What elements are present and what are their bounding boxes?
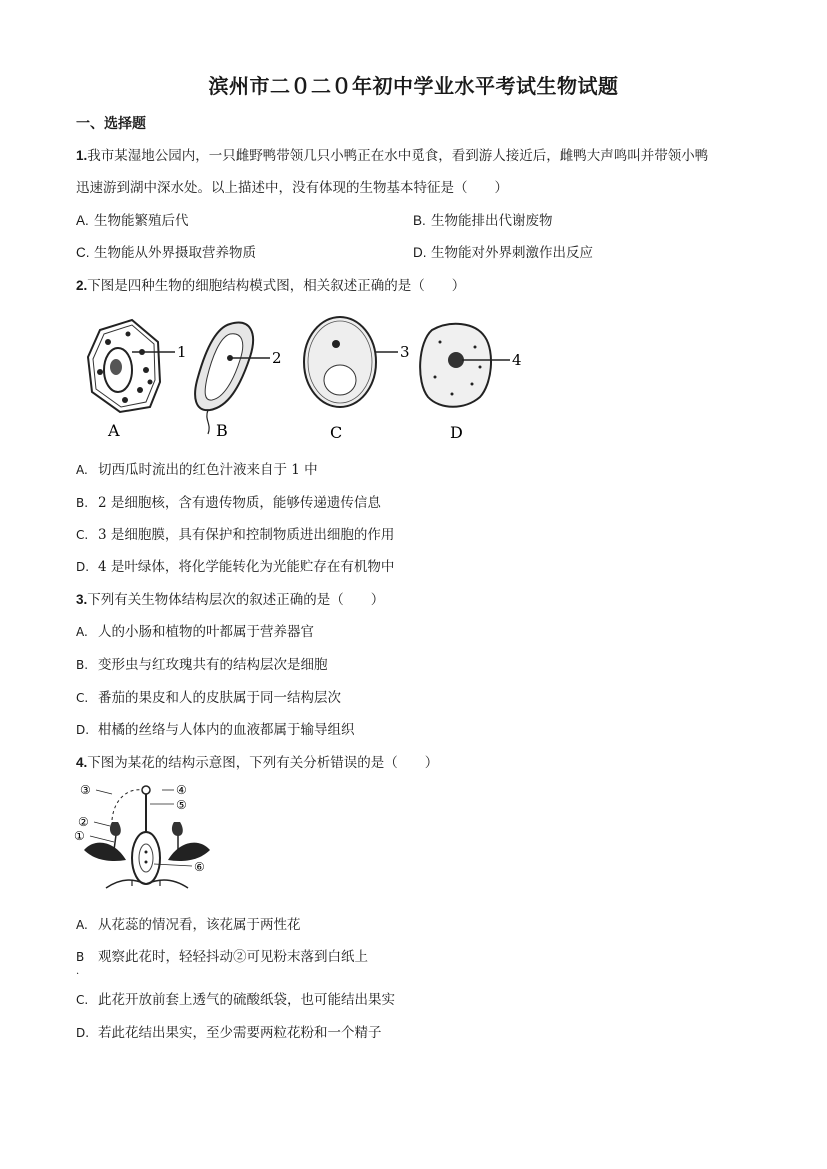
- cell-caption: C: [330, 423, 343, 442]
- option-b: [413, 211, 553, 231]
- option-text: 4 是叶绿体，将化学能转化为光能贮存在有机物中: [98, 559, 395, 575]
- option-label: D.: [76, 1026, 90, 1040]
- option-b: [76, 947, 368, 967]
- cell-structure-figure: [80, 312, 540, 447]
- option-label: B.: [413, 213, 426, 228]
- option-label: D.: [76, 723, 90, 737]
- question-text: 下列有关生物体结构层次的叙述正确的是（ ）: [87, 592, 385, 608]
- question-text: 下图是四种生物的细胞结构模式图，相关叙述正确的是（ ）: [87, 278, 466, 294]
- option-label: D.: [76, 560, 90, 574]
- option-d: [413, 243, 593, 263]
- section-heading: 一、选择题: [76, 116, 146, 132]
- option-text: 柑橘的丝络与人体内的血液都属于输导组织: [98, 722, 355, 738]
- cell-caption: A: [108, 421, 120, 440]
- option-b: [76, 655, 328, 675]
- option-text: 2 是细胞核，含有遗传物质，能够传递遗传信息: [98, 495, 381, 511]
- option-label: A.: [76, 918, 88, 932]
- option-a: [76, 211, 189, 231]
- option-text: 生物能繁殖后代: [94, 213, 189, 229]
- option-label: C.: [76, 691, 89, 705]
- option-label: C.: [76, 993, 89, 1007]
- option-c: [76, 990, 395, 1010]
- question-number: 4.: [76, 755, 88, 770]
- option-label: A.: [76, 213, 89, 228]
- flower-structure-figure: [74, 780, 224, 895]
- option-d: [76, 557, 394, 577]
- animal-cell-d: [420, 324, 510, 407]
- pointer-label: 2: [272, 349, 282, 367]
- flower-marker: ①: [74, 829, 85, 843]
- option-c: [76, 688, 341, 708]
- pointer-label: 3: [400, 343, 410, 361]
- option-text: 3 是细胞膜，具有保护和控制物质进出细胞的作用: [98, 527, 395, 543]
- option-text: 若此花结出果实，至少需要两粒花粉和一个精子: [98, 1025, 382, 1041]
- flower-marker: ⑥: [194, 860, 205, 874]
- option-text: 生物能从外界摄取营养物质: [94, 245, 256, 261]
- option-c: [76, 525, 394, 545]
- option-text: 切西瓜时流出的红色汁液来自于 1 中: [98, 462, 318, 478]
- option-a: [76, 622, 314, 642]
- option-b: [76, 493, 381, 513]
- question-number: 2.: [76, 278, 88, 293]
- option-label: B.: [76, 496, 89, 510]
- option-text: 生物能对外界刺激作出反应: [431, 245, 593, 261]
- option-text: 观察此花时，轻轻抖动②可见粉末落到白纸上: [98, 949, 368, 965]
- option-label: B.: [76, 658, 89, 672]
- option-text: 从花蕊的情况看，该花属于两性花: [98, 917, 301, 933]
- option-text: 番茄的果皮和人的皮肤属于同一结构层次: [98, 690, 341, 706]
- pointer-label: 4: [512, 351, 522, 369]
- cell-caption: B: [216, 421, 228, 440]
- option-d: [76, 720, 355, 740]
- question-text: 我市某湿地公园内，一只雌野鸭带领几只小鸭正在水中觅食，看到游人接近后，雌鸭大声鸣叫并带领小鸭: [87, 148, 709, 164]
- option-a: [76, 460, 318, 480]
- plant-cell-a: [88, 320, 175, 412]
- page-title: 滨州市二０二０年初中学业水平考试生物试题: [208, 74, 619, 98]
- yeast-cell-c: [304, 317, 398, 407]
- option-label: D.: [413, 245, 427, 260]
- option-label: A.: [76, 463, 88, 477]
- flower-marker: ③: [80, 783, 91, 797]
- pointer-label: 1: [177, 343, 187, 361]
- option-text: 人的小肠和植物的叶都属于营养器官: [98, 624, 314, 640]
- cell-b: [195, 323, 270, 434]
- stray-dot: .: [76, 966, 80, 977]
- option-label: C.: [76, 245, 90, 260]
- question-3: [76, 590, 384, 610]
- flower-marker: ④: [176, 783, 187, 797]
- cell-caption: D: [450, 423, 463, 442]
- option-a: [76, 915, 301, 935]
- question-text: 下图为某花的结构示意图，下列有关分析错误的是（ ）: [87, 755, 439, 771]
- question-1-line-2: 迅速游到湖中深水处。以上描述中，没有体现的生物基本特征是（ ）: [76, 180, 508, 196]
- option-c: [76, 243, 256, 263]
- option-label: C.: [76, 528, 89, 542]
- option-d: [76, 1023, 382, 1043]
- question-number: 1.: [76, 148, 88, 163]
- question-2: [76, 276, 465, 296]
- option-text: 生物能排出代谢废物: [431, 213, 553, 229]
- question-4: [76, 753, 438, 773]
- flower-marker: ②: [78, 815, 89, 829]
- flower-marker: ⑤: [176, 798, 187, 812]
- option-text: 变形虫与红玫瑰共有的结构层次是细胞: [98, 657, 328, 673]
- question-number: 3.: [76, 592, 88, 607]
- option-label: A.: [76, 625, 88, 639]
- option-label: B: [76, 950, 85, 964]
- option-text: 此花开放前套上透气的硫酸纸袋，也可能结出果实: [98, 992, 395, 1008]
- question-1-line-1: [76, 146, 708, 166]
